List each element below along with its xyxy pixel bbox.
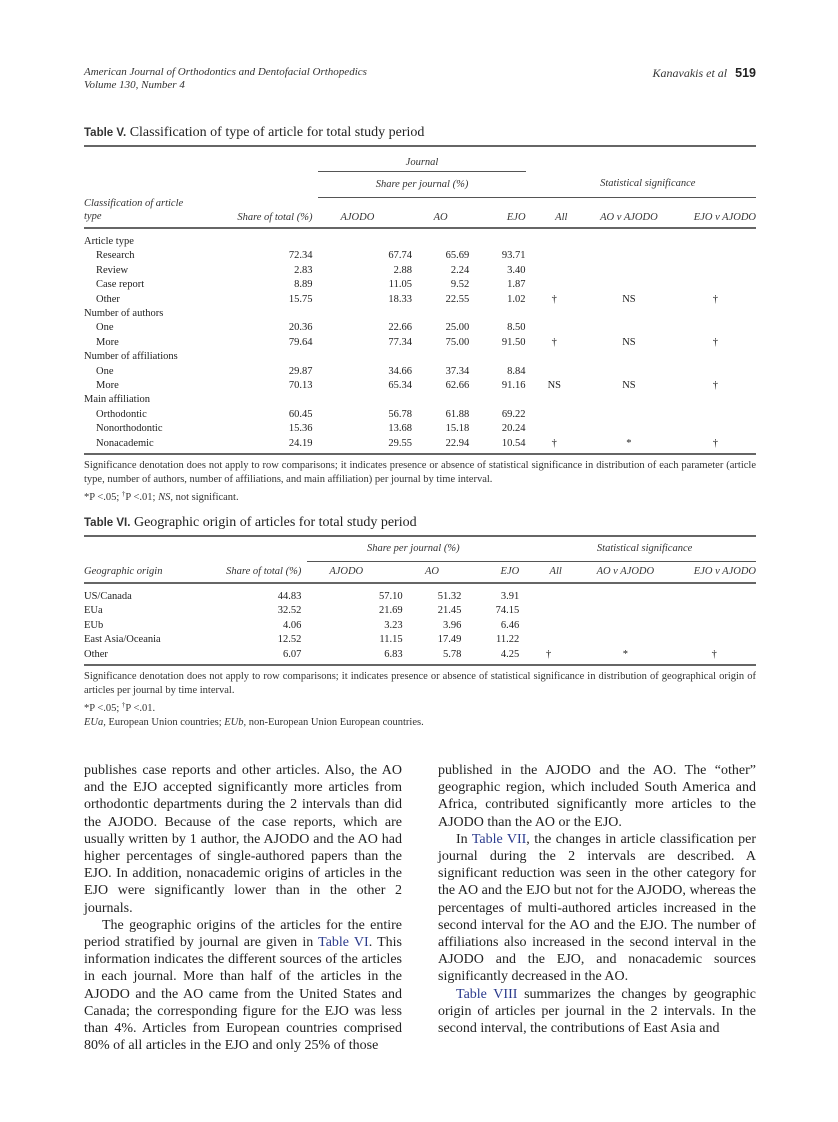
abbr-eub: EUb,	[224, 717, 247, 729]
cell-ejo: 3.91	[500, 591, 520, 602]
table-5-grid	[84, 147, 756, 451]
table-row	[84, 619, 756, 633]
cell-ejo-v	[675, 365, 756, 379]
cell-total: 6.07	[282, 648, 302, 660]
cell-ajodo: 11.05	[388, 279, 413, 291]
cell-ao: 9.52	[450, 279, 470, 291]
table-6-link[interactable]: Table VI	[318, 935, 369, 951]
row-label: Review	[96, 264, 129, 276]
table-5-bottom-rule	[84, 453, 756, 455]
table-6-note-p-values: *P <.05; †P <.01.	[84, 701, 156, 715]
cell-ao-v: NS	[622, 380, 636, 392]
cell-ejo-v: †	[712, 293, 718, 305]
group-label: Number of affiliations	[84, 351, 178, 363]
abbr-eua: EUa,	[84, 717, 106, 729]
row-label: Nonorthodontic	[96, 423, 163, 435]
table-row	[84, 422, 756, 436]
running-author: Kanavakis et al	[652, 66, 728, 80]
table-5-label: Table V.	[84, 127, 127, 139]
cell-ejo: 10.54	[501, 437, 526, 449]
cell-ajodo: 11.15	[379, 634, 403, 646]
cell-total: 79.64	[288, 336, 313, 348]
table-7-link[interactable]: Table VII	[471, 831, 527, 847]
cell-ejo-v	[673, 604, 756, 618]
cell-all	[526, 408, 584, 422]
cell-all	[526, 422, 584, 436]
header-ao: AO	[425, 566, 439, 578]
note-ns-abbr: NS,	[158, 492, 173, 504]
journal-volume: Volume 130, Number 4	[84, 79, 185, 91]
cell-ejo-v: †	[712, 437, 718, 449]
row-label: One	[96, 322, 114, 334]
cell-ejo: 91.16	[501, 380, 526, 392]
def-eub: non-European Union European countries.	[246, 717, 424, 729]
cell-ao: 3.96	[443, 619, 462, 631]
cell-ao-v	[578, 633, 672, 647]
cell-total: 20.36	[288, 322, 313, 334]
header-share-per-journal: Share per journal (%)	[307, 537, 519, 561]
cell-ajodo: 13.68	[388, 423, 413, 435]
cell-total: 12.52	[277, 634, 302, 646]
table-5-note-significance: Significance denotation does not apply to row comparisons; it indicates presence or absence of statistical significance in distribution of each parameter (article type, number of authors, number of affiliations, and main affiliation) per journal by time interval.	[84, 460, 756, 486]
cell-ejo: 93.71	[501, 250, 526, 262]
table-row	[84, 437, 756, 451]
cell-ao-v	[583, 321, 675, 335]
cell-ejo: 1.87	[507, 279, 526, 291]
cell-ao: 17.49	[437, 634, 462, 646]
cell-ajodo: 67.74	[388, 250, 413, 262]
cell-ejo-v: †	[712, 336, 718, 348]
row-label: Nonacademic	[96, 437, 154, 449]
cell-ao-v	[583, 365, 675, 379]
cell-all	[526, 321, 584, 335]
cell-ejo: 69.22	[501, 408, 526, 420]
header-ejo: EJO	[500, 566, 520, 578]
group-row	[84, 393, 756, 407]
header-journal: Journal	[318, 147, 525, 171]
cell-ejo: 8.84	[507, 365, 526, 377]
cell-ajodo: 3.23	[384, 619, 403, 631]
header-share-total: Share of total (%)	[226, 566, 302, 577]
cell-total: 4.06	[282, 619, 302, 631]
table-row	[84, 249, 756, 263]
cell-all: †	[551, 437, 557, 449]
cell-ao: 51.32	[437, 591, 462, 602]
table-5-notes	[84, 459, 756, 505]
row-label: US/Canada	[84, 591, 132, 602]
row-label: One	[96, 365, 114, 377]
row-label: East Asia/Oceania	[84, 634, 161, 646]
paragraph	[438, 986, 756, 1038]
cell-ejo: 20.24	[501, 423, 526, 435]
cell-ao: 62.66	[445, 380, 470, 392]
note-p05: *P <.05;	[84, 703, 122, 715]
paragraph: published in the AJODO and the AO. The “other” geographic region, which included South America and Africa, contributed significantly more articles to the AJODO than the AO or the EJO.	[438, 763, 756, 830]
group-row	[84, 307, 756, 321]
table-row	[84, 633, 756, 647]
paragraph-text: summarizes the changes by geographic origin of articles per journal in the 2 intervals. In the second interval, the contributions of East Asia and	[438, 986, 756, 1037]
cell-ejo-v	[675, 408, 756, 422]
cell-total: 2.83	[294, 264, 313, 276]
cell-all	[519, 590, 578, 604]
cell-ao-v	[583, 264, 675, 278]
paragraph-text: . This information indicates the different sources of the articles in each journal. More than half of the articles in the AJODO and the AO came from the United States and Canada; the corresponding figure for the EJO was less than 4%. Articles from European countries comprised 80% of all articles in the EJO and only 25% of those	[84, 935, 402, 1054]
cell-ejo-v	[673, 633, 756, 647]
table-5-note-p-values: *P <.05; †P <.01; NS, not significant.	[84, 490, 239, 504]
cell-ao-v	[583, 408, 675, 422]
cell-ejo: 91.50	[501, 336, 526, 348]
table-row	[84, 408, 756, 422]
cell-ao-v	[578, 590, 672, 604]
cell-ao-v	[578, 604, 672, 618]
table-6-label: Table VI.	[84, 517, 131, 529]
paragraph-text: In	[456, 831, 472, 847]
cell-all	[526, 264, 584, 278]
cell-ejo-v	[675, 249, 756, 263]
cell-total: 15.75	[288, 293, 313, 305]
table-row	[84, 264, 756, 278]
table-6-note-abbreviations	[84, 716, 756, 730]
cell-total: 24.19	[288, 437, 313, 449]
cell-ajodo: 6.83	[384, 648, 403, 660]
row-label: Orthodontic	[96, 408, 147, 420]
header-ajodo: AJODO	[340, 212, 375, 223]
table-row	[84, 365, 756, 379]
row-label: Other	[84, 648, 108, 660]
group-row	[84, 235, 756, 249]
table-row	[84, 293, 756, 307]
note-p05: *P <.05;	[84, 492, 122, 504]
cell-ao-v	[583, 249, 675, 263]
author-page	[652, 66, 756, 81]
paragraph	[84, 917, 402, 1055]
header-ejo-v-ajodo: EJO v AJODO	[693, 212, 756, 223]
page-number: 519	[735, 66, 756, 80]
cell-all: †	[551, 293, 557, 305]
cell-ejo: 1.02	[507, 293, 526, 305]
header-share-total: Share of total (%)	[237, 212, 313, 223]
paragraph: publishes case reports and other articles. Also, the AO and the EJO accepted significantly more articles from orthodontic departments during the 2 intervals than did the AJODO. Because of the case reports, which are usually written by 1 author, the AJODO and the AO had higher percentages of single-authored papers than the EJO. In addition, nonacademic origins of articles in the EJO were significantly lower than in the other 2 journals.	[84, 763, 402, 916]
header-ejo: EJO	[506, 212, 526, 223]
table-row	[84, 590, 756, 604]
header-geographic-origin: Geographic origin	[84, 566, 163, 577]
table-row	[84, 604, 756, 618]
cell-ejo-v	[675, 422, 756, 436]
cell-all	[526, 278, 584, 292]
table-6-caption	[84, 514, 756, 532]
row-label: More	[96, 380, 119, 392]
cell-total: 70.13	[288, 380, 313, 392]
table-5-caption	[84, 124, 756, 142]
cell-ajodo: 34.66	[388, 365, 413, 377]
cell-ao-v	[583, 278, 675, 292]
header-ao-v-ajodo: AO v AJODO	[596, 566, 655, 578]
table-row	[84, 379, 756, 393]
cell-ejo: 4.25	[500, 648, 520, 660]
cell-ejo: 11.22	[495, 634, 520, 646]
note-ns-def: not significant.	[172, 492, 239, 504]
cell-ao: 15.18	[445, 423, 470, 435]
cell-ejo: 6.46	[500, 619, 520, 631]
cell-all: †	[551, 336, 557, 348]
cell-ejo: 74.15	[495, 605, 520, 617]
header-share-per-journal: Share per journal (%)	[318, 171, 525, 197]
cell-ao: 61.88	[445, 408, 470, 420]
cell-ao: 5.78	[443, 648, 462, 660]
table-8-link[interactable]: Table VIII	[456, 986, 518, 1002]
cell-ajodo: 2.88	[393, 264, 413, 276]
cell-total: 60.45	[288, 408, 313, 420]
paragraph-text: The geographic origins of the articles for the entire period stratified by journal are given in	[84, 917, 402, 951]
cell-ao: 37.34	[445, 365, 470, 377]
cell-total: 15.36	[288, 423, 313, 435]
cell-ao: 2.24	[450, 264, 470, 276]
table-row	[84, 648, 756, 662]
header-classification: Classification of article type	[84, 198, 184, 222]
table-5-title: Classification of type of article for total study period	[129, 125, 425, 140]
row-label: More	[96, 336, 119, 348]
cell-total: 32.52	[277, 605, 302, 617]
group-label: Number of authors	[84, 308, 164, 320]
row-label: Research	[96, 250, 135, 262]
cell-all	[519, 633, 578, 647]
cell-ajodo: 22.66	[388, 322, 413, 334]
cell-ajodo: 56.78	[388, 408, 413, 420]
table-row	[84, 321, 756, 335]
row-label: Other	[96, 293, 120, 305]
cell-ao-v	[583, 422, 675, 436]
cell-ao: 22.55	[445, 293, 470, 305]
header-ao-v-ajodo: AO v AJODO	[600, 212, 658, 223]
running-head	[84, 66, 756, 92]
note-p01: P <.01;	[125, 492, 159, 504]
row-label: EUa	[84, 605, 103, 617]
table-6-grid	[84, 537, 756, 662]
note-p01: P <.01.	[125, 703, 156, 715]
cell-ejo: 8.50	[507, 322, 526, 334]
cell-total: 44.83	[277, 591, 302, 602]
cell-ao: 65.69	[445, 250, 470, 262]
cell-ao-v: NS	[622, 336, 636, 348]
cell-all	[526, 365, 584, 379]
paragraph-text: , the changes in article classification per journal during the 2 intervals are described. A significant reduction was seen in the other category for the AO and the EJO but not for the AJODO, whereas the percentages of multi-authored articles increased in the second interval for the AO and the EJO. The number of affiliations also increased in the second interval in the AJODO and the EJO, and nonacademic sources significantly decreased in the AO.	[438, 831, 756, 985]
cell-ejo-v: †	[712, 380, 718, 392]
table-row	[84, 336, 756, 350]
body-column-left	[84, 762, 402, 1054]
row-label: Case report	[96, 279, 145, 291]
cell-all: †	[546, 648, 552, 660]
cell-ajodo: 29.55	[388, 437, 413, 449]
row-label: EUb	[84, 619, 104, 631]
table-row	[84, 278, 756, 292]
table-6-bottom-rule	[84, 664, 756, 666]
header-ao: AO	[433, 212, 448, 223]
cell-ejo-v	[673, 619, 756, 633]
table-5	[84, 124, 756, 505]
header-stat-sig: Statistical significance	[519, 537, 756, 561]
paragraph	[438, 831, 756, 986]
table-6-note-significance: Significance denotation does not apply to row comparisons; it indicates presence or absence of statistical significance in distribution of geographical origin of articles per journal by time interval.	[84, 671, 756, 697]
cell-ajodo: 57.10	[379, 591, 403, 602]
table-6	[84, 514, 756, 730]
group-row	[84, 350, 756, 364]
cell-ao: 25.00	[445, 322, 470, 334]
table-6-notes	[84, 670, 756, 730]
cell-ao: 75.00	[445, 336, 470, 348]
def-eua: European Union countries;	[105, 717, 225, 729]
cell-ajodo: 21.69	[379, 605, 403, 617]
cell-ajodo: 65.34	[388, 380, 413, 392]
cell-ao-v	[578, 619, 672, 633]
cell-ao: 22.94	[445, 437, 470, 449]
cell-total: 8.89	[294, 279, 313, 291]
header-stat-sig: Statistical significance	[526, 171, 756, 197]
header-all: All	[555, 212, 568, 223]
cell-all	[519, 604, 578, 618]
group-label: Article type	[84, 236, 134, 247]
cell-ejo-v	[675, 278, 756, 292]
cell-ajodo: 77.34	[388, 336, 413, 348]
header-ejo-v-ajodo: EJO v AJODO	[693, 566, 756, 578]
cell-ao-v: *	[622, 648, 628, 660]
cell-all	[526, 249, 584, 263]
cell-ejo: 3.40	[507, 264, 526, 276]
header-ajodo: AJODO	[329, 566, 364, 578]
cell-ejo-v: †	[711, 648, 717, 660]
cell-all: NS	[547, 380, 562, 392]
group-label: Main affiliation	[84, 394, 150, 406]
cell-total: 72.34	[288, 250, 313, 262]
cell-ao-v: NS	[622, 293, 636, 305]
table-6-title: Geographic origin of articles for total study period	[133, 515, 417, 530]
cell-ajodo: 18.33	[388, 293, 413, 305]
cell-all	[519, 619, 578, 633]
cell-ao: 21.45	[437, 605, 462, 617]
cell-total: 29.87	[288, 365, 313, 377]
journal-title: American Journal of Orthodontics and Dentofacial Orthopedics	[84, 66, 367, 78]
body-column-right	[438, 762, 756, 1037]
cell-ejo-v	[675, 264, 756, 278]
cell-ao-v: *	[626, 437, 632, 449]
header-all: All	[549, 566, 562, 578]
cell-ejo-v	[675, 321, 756, 335]
cell-ejo-v	[673, 590, 756, 604]
